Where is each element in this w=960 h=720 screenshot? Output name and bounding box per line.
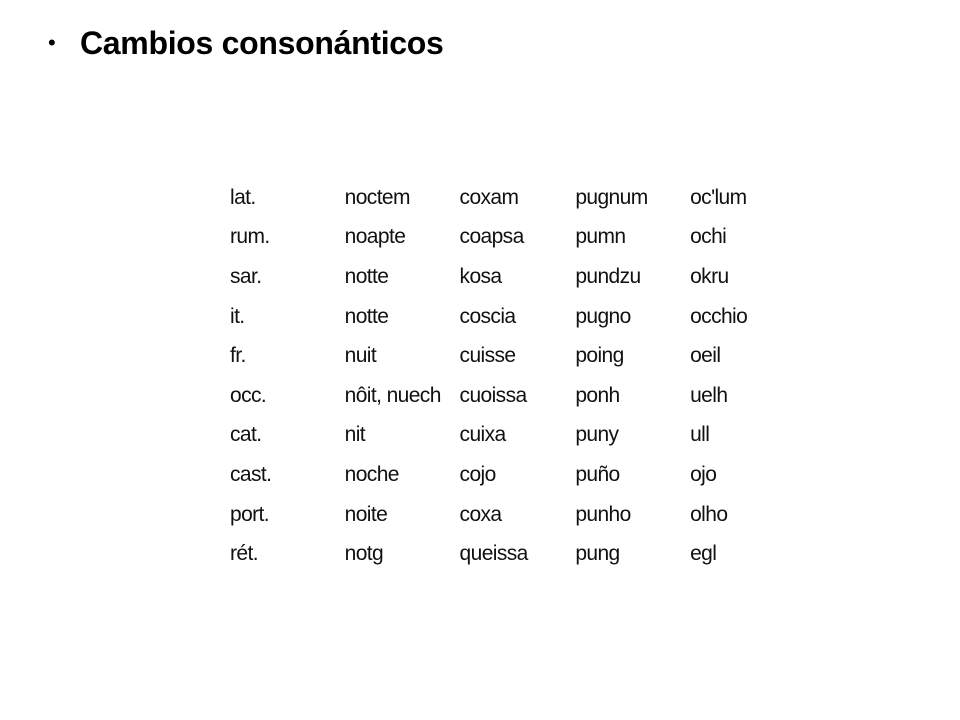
eye-cell: egl: [690, 542, 717, 566]
table-row: [230, 416, 770, 456]
eye-cell: uelh: [690, 383, 728, 407]
night-cell: noite: [344, 502, 388, 526]
fist-cell: poing: [575, 344, 624, 368]
fist-cell: puño: [575, 462, 620, 486]
night-cell: nôit, nuech: [344, 383, 441, 407]
fist-cell: pugno: [575, 304, 631, 328]
thigh-cell: cojo: [459, 462, 496, 486]
fist-cell: pumn: [575, 225, 626, 249]
table-row: [230, 218, 770, 258]
eye-cell: okru: [690, 264, 729, 288]
eye-cell: oeil: [690, 344, 721, 368]
fist-cell: pugnum: [575, 185, 648, 209]
night-cell: noctem: [344, 185, 410, 209]
thigh-cell: coapsa: [459, 225, 524, 249]
table-row: [230, 257, 770, 297]
night-cell: noche: [344, 462, 399, 486]
language-cell: lat.: [230, 185, 256, 209]
eye-cell: occhio: [690, 304, 748, 328]
table-row: [230, 376, 770, 416]
night-cell: noapte: [344, 225, 406, 249]
language-cell: rum.: [230, 225, 270, 249]
thigh-cell: coscia: [459, 304, 516, 328]
slide-title: [48, 24, 444, 62]
language-cell: it.: [230, 304, 245, 328]
language-cell: rét.: [230, 542, 258, 566]
eye-cell: oc'lum: [690, 185, 747, 209]
thigh-cell: queissa: [459, 542, 528, 566]
night-cell: notg: [344, 542, 384, 566]
title-text: Cambios consonánticos: [80, 25, 444, 61]
table-row: [230, 178, 770, 218]
night-cell: nuit: [344, 344, 377, 368]
thigh-cell: cuoissa: [459, 383, 527, 407]
eye-cell: ull: [690, 423, 710, 447]
table-row: [230, 495, 770, 535]
cognates-table: [230, 178, 770, 574]
eye-cell: ochi: [690, 225, 727, 249]
fist-cell: pundzu: [575, 264, 641, 288]
bullet-icon: •: [48, 30, 56, 56]
thigh-cell: coxam: [459, 185, 519, 209]
table-row: [230, 455, 770, 495]
fist-cell: puny: [575, 423, 619, 447]
language-cell: cat.: [230, 423, 262, 447]
night-cell: notte: [344, 264, 389, 288]
thigh-cell: cuisse: [459, 344, 516, 368]
eye-cell: ojo: [690, 462, 717, 486]
table-row: [230, 336, 770, 376]
eye-cell: olho: [690, 502, 728, 526]
language-cell: occ.: [230, 383, 267, 407]
table-row: [230, 297, 770, 337]
night-cell: nit: [344, 423, 366, 447]
language-cell: fr.: [230, 344, 246, 368]
cognates-table-image: [210, 168, 770, 588]
fist-cell: pung: [575, 542, 620, 566]
language-cell: port.: [230, 502, 270, 526]
thigh-cell: cuixa: [459, 423, 506, 447]
thigh-cell: coxa: [459, 502, 502, 526]
table-row: [230, 534, 770, 574]
language-cell: cast.: [230, 462, 272, 486]
fist-cell: punho: [575, 502, 631, 526]
fist-cell: ponh: [575, 383, 620, 407]
language-cell: sar.: [230, 264, 262, 288]
thigh-cell: kosa: [459, 264, 502, 288]
night-cell: notte: [344, 304, 389, 328]
